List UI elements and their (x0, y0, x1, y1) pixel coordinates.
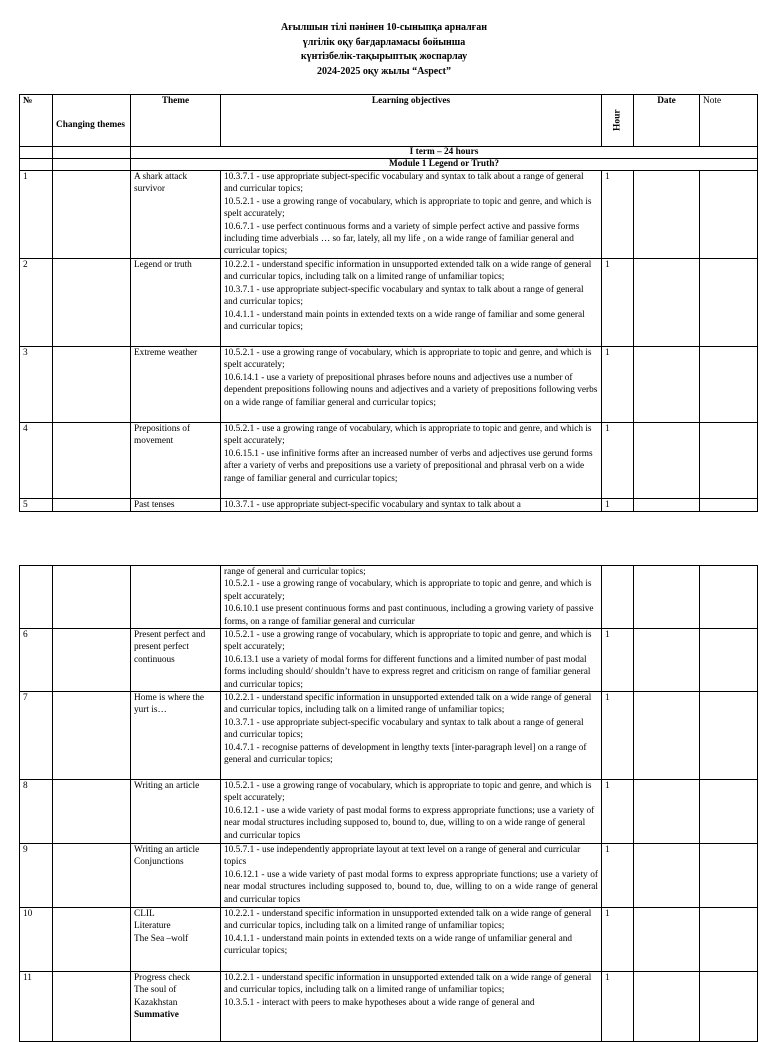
objective-item: 10.3.7.1 - use appropriate subject-specific vocabulary and syntax to talk about a (224, 500, 521, 510)
table-row (20, 347, 758, 423)
table-row (20, 692, 758, 780)
row-changing-theme (53, 780, 131, 844)
theme-line: Present perfect and present perfect continuous (134, 630, 206, 665)
row-number: 5 (20, 499, 53, 512)
module-row (20, 159, 758, 171)
row-note (700, 780, 758, 844)
row-hour: 1 (602, 908, 634, 972)
row-objectives (221, 972, 602, 1042)
table-row (20, 972, 758, 1042)
row-hour: 1 (602, 499, 634, 512)
row-note (700, 629, 758, 692)
row-date (634, 692, 700, 780)
header-hour (602, 95, 634, 147)
row-hour: 1 (602, 972, 634, 1042)
row-number: 1 (20, 171, 53, 259)
title-line-4: 2024-2025 оқу жылы “Aspect” (317, 65, 451, 77)
row-date (634, 171, 700, 259)
row-note (700, 692, 758, 780)
objective-item: 10.5.2.1 - use a growing range of vocabulary, which is appropriate to topic and genre, and which is spelt accurately; (224, 781, 592, 804)
row-changing-theme (53, 566, 131, 629)
theme-line: Progress check (134, 973, 191, 984)
objective-item: 10.6.15.1 - use infinitive forms after an increased number of verbs and adjectives use gerund forms after a variety of verbs and prepositions use a variety of prepositional and phrasal verb on a wide range of familiar general and curricular topics; (224, 448, 593, 484)
title-line-2: үлгілік оқу бағдарламасы бойынша (302, 36, 466, 48)
row-changing-theme (53, 908, 131, 972)
plan-table-page-2 (19, 565, 758, 1042)
row-objectives (221, 780, 602, 844)
theme-line: Prepositions of movement (134, 424, 191, 447)
row-theme (131, 844, 221, 908)
objective-item: 10.5.2.1 - use a growing range of vocabulary, which is appropriate to topic and genre, and which is spelt accurately; (224, 630, 592, 653)
row-hour (602, 566, 634, 629)
theme-line: Past tenses (134, 500, 175, 510)
table-row (20, 629, 758, 692)
row-date (634, 780, 700, 844)
row-objectives (221, 629, 602, 692)
table-row (20, 423, 758, 499)
row-theme (131, 972, 221, 1042)
objective-item: 10.4.1.1 - understand main points in extended texts on a wide range of unfamiliar general and curricular topics; (224, 933, 573, 957)
row-number: 7 (20, 692, 53, 780)
page-2-rows (20, 566, 758, 1042)
objective-item: 10.4.7.1 - recognise patterns of development in lengthy texts [inter-paragraph level] on a range of general and curricular topics; (224, 742, 587, 766)
row-changing-theme (53, 171, 131, 259)
objective-item: range of general and curricular topics; (224, 567, 366, 577)
row-changing-theme (53, 423, 131, 499)
theme-line: Literature (134, 921, 171, 932)
term-row (20, 147, 758, 159)
objective-item: 10.2.2.1 - understand specific information in unsupported extended talk on a wide range of general and curricular topics, including talk on a limited range of unfamiliar topics; (224, 909, 592, 932)
title-line-1: Ағылшын тілі пәнінен 10-сыныпқа арналған (281, 22, 487, 33)
row-objectives (221, 347, 602, 423)
table-row (20, 908, 758, 972)
objective-item: 10.3.7.1 - use appropriate subject-specific vocabulary and syntax to talk about a range of general and curricular topics; (224, 717, 584, 741)
row-theme (131, 908, 221, 972)
theme-line: The Sea –wolf (134, 933, 189, 944)
row-note (700, 908, 758, 972)
objective-item: 10.5.2.1 - use a growing range of vocabulary, which is appropriate to topic and genre, and which is spelt accurately; (224, 424, 592, 447)
row-theme (131, 171, 221, 259)
header-date: Date (634, 95, 700, 147)
header-changing-themes: Changing themes (53, 95, 131, 147)
row-theme (131, 692, 221, 780)
objective-item: 10.6.7.1 - use perfect continuous forms and a variety of simple perfect active and passive forms including time adverbials … so far, lately, all my life , on a wide range of familiar general and curricular topics; (224, 221, 580, 257)
row-date (634, 629, 700, 692)
theme-line: Legend or truth (134, 260, 192, 270)
objective-item: 10.6.12.1 - use a wide variety of past modal forms to express appropriate functions; use a variety of near modal structures including supposed to, bound to, due, willing to on a wide range of general and curricular topics (224, 805, 595, 841)
row-number: 9 (20, 844, 53, 908)
objective-item: 10.6.13.1 use a variety of modal forms for different functions and a limited number of past modal forms including should/ shouldn’t have to express regret and criticism on range of familiar general and curricular topics; (224, 654, 591, 690)
row-changing-theme (53, 692, 131, 780)
objective-item: 10.2.2.1 - understand specific information in unsupported extended talk on a wide range of general and curricular topics, including talk on a limited range of unfamiliar topics; (224, 260, 592, 283)
row-number: 2 (20, 259, 53, 347)
row-date (634, 972, 700, 1042)
row-number: 8 (20, 780, 53, 844)
header-note: Note (700, 95, 758, 147)
row-note (700, 972, 758, 1042)
objective-item: 10.5.7.1 - use independently appropriate layout at text level on a range of general and curricular topics (224, 845, 581, 868)
objective-item: 10.2.2.1 - understand specific information in unsupported extended talk on a wide range of general and curricular topics, including talk on a limited range of unfamiliar topics; (224, 973, 592, 996)
objective-item: 10.5.2.1 - use a growing range of vocabulary, which is appropriate to topic and genre, and which is spelt accurately; (224, 579, 592, 602)
row-note (700, 347, 758, 423)
row-hour: 1 (602, 629, 634, 692)
row-theme (131, 566, 221, 629)
table-row (20, 259, 758, 347)
row-hour: 1 (602, 780, 634, 844)
row-note (700, 844, 758, 908)
table-row (20, 566, 758, 629)
row-date (634, 908, 700, 972)
theme-line: CLIL (134, 909, 155, 920)
header-objectives: Learning objectives (221, 95, 602, 147)
theme-line: Home is where the yurt is… (134, 693, 204, 716)
objective-item: 10.6.14.1 - use a variety of prepositional phrases before nouns and adjectives use a number of dependent prepositions following nouns and adjectives and a variety of prepositions following verbs on a wide range of familiar general and curricular topics; (224, 372, 598, 408)
row-changing-theme (53, 499, 131, 512)
row-number: 3 (20, 347, 53, 423)
row-number: 11 (20, 972, 53, 1042)
objective-item: 10.4.1.1 - understand main points in extended texts on a wide range of familiar and some general and curricular topics; (224, 309, 585, 333)
row-objectives (221, 259, 602, 347)
module-label: Module 1 Legend or Truth? (131, 159, 758, 171)
theme-line: Writing an article (134, 781, 200, 792)
row-note (700, 499, 758, 512)
objective-item: 10.2.2.1 - understand specific information in unsupported extended talk on a wide range of general and curricular topics, including talk on a limited range of unfamiliar topics; (224, 693, 592, 716)
theme-line: The soul of Kazakhstan (134, 985, 178, 1008)
row-objectives (221, 692, 602, 780)
row-note (700, 171, 758, 259)
row-objectives (221, 423, 602, 499)
row-hour: 1 (602, 347, 634, 423)
row-changing-theme (53, 259, 131, 347)
row-hour: 1 (602, 423, 634, 499)
table-row (20, 780, 758, 844)
row-objectives (221, 499, 602, 512)
header-row (20, 95, 758, 147)
row-date (634, 347, 700, 423)
row-hour: 1 (602, 844, 634, 908)
row-number: 6 (20, 629, 53, 692)
objective-item: 10.3.5.1 - interact with peers to make hypotheses about a wide range of general and (224, 997, 535, 1008)
theme-line: Extreme weather (134, 348, 198, 358)
row-theme (131, 259, 221, 347)
table-row (20, 844, 758, 908)
header-theme: Theme (131, 95, 221, 147)
objective-item: 10.3.7.1 - use appropriate subject-specific vocabulary and syntax to talk about a range of general and curricular topics; (224, 284, 584, 308)
objective-item: 10.5.2.1 - use a growing range of vocabulary, which is appropriate to topic and genre, and which is spelt accurately; (224, 196, 592, 220)
row-date (634, 844, 700, 908)
term-label: I term – 24 hours (131, 147, 758, 159)
objective-item: 10.6.10.1 use present continuous forms and past continuous, including a growing variety of passive forms, on a range of familiar general and curricular (224, 604, 594, 627)
row-objectives (221, 908, 602, 972)
theme-line: Writing an article (134, 845, 200, 856)
row-theme (131, 780, 221, 844)
row-theme (131, 629, 221, 692)
row-note (700, 423, 758, 499)
row-objectives (221, 171, 602, 259)
objective-item: 10.6.12.1 - use a wide variety of past modal forms to express appropriate functions; use a variety of near modal structures including supposed to, bound to, due, willing to on a wide range of general and curricular topics (224, 869, 598, 905)
row-changing-theme (53, 972, 131, 1042)
theme-line: Summative (134, 1010, 179, 1021)
row-objectives (221, 566, 602, 629)
row-theme (131, 499, 221, 512)
row-date (634, 423, 700, 499)
theme-line: A shark attack survivor (134, 172, 188, 195)
row-date (634, 499, 700, 512)
header-hour-label: Hour (612, 109, 623, 132)
row-changing-theme (53, 347, 131, 423)
objective-item: 10.5.2.1 - use a growing range of vocabulary, which is appropriate to topic and genre, and which is spelt accurately; (224, 348, 592, 371)
row-changing-theme (53, 629, 131, 692)
row-date (634, 259, 700, 347)
row-note (700, 566, 758, 629)
theme-line: Conjunctions (134, 857, 184, 868)
table-row (20, 499, 758, 512)
page-1-rows (20, 171, 758, 512)
header-num: № (20, 95, 53, 147)
row-number: 10 (20, 908, 53, 972)
row-hour: 1 (602, 171, 634, 259)
row-number: 4 (20, 423, 53, 499)
row-date (634, 566, 700, 629)
row-theme (131, 423, 221, 499)
objective-item: 10.3.7.1 - use appropriate subject-specific vocabulary and syntax to talk about a range of general and curricular topics; (224, 172, 584, 195)
plan-table-page-1 (19, 94, 758, 512)
document-title (0, 21, 768, 79)
row-number (20, 566, 53, 629)
title-line-3: күнтізбелік-тақырыптық жоспарлау (300, 51, 468, 62)
row-hour: 1 (602, 259, 634, 347)
row-objectives (221, 844, 602, 908)
row-hour: 1 (602, 692, 634, 780)
row-note (700, 259, 758, 347)
row-changing-theme (53, 844, 131, 908)
row-theme (131, 347, 221, 423)
table-row (20, 171, 758, 259)
